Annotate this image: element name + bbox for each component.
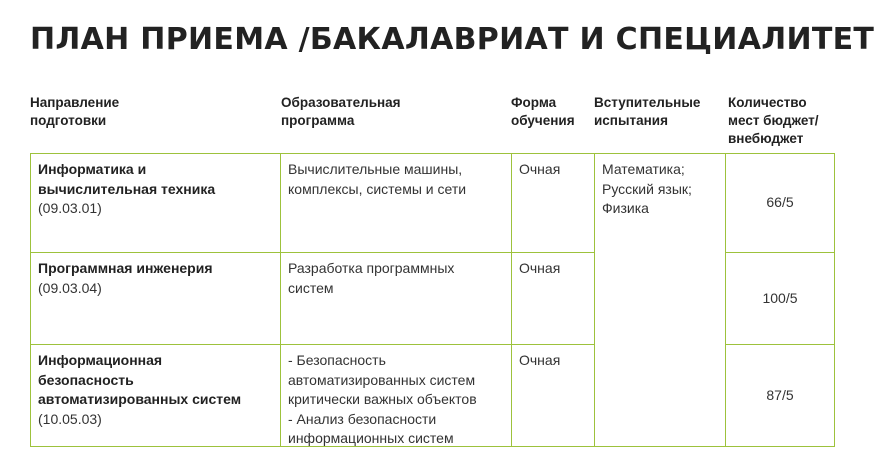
header-direction: Направление подготовки bbox=[30, 95, 120, 128]
table-cell-form: Очная bbox=[511, 252, 595, 345]
page-title: ПЛАН ПРИЕМА /БАКАЛАВРИАТ И СПЕЦИАЛИТЕТ bbox=[30, 22, 875, 57]
admission-table bbox=[30, 153, 835, 447]
table-cell-direction bbox=[30, 344, 281, 447]
direction-name: Программная инженерия bbox=[38, 260, 213, 276]
header-form: Форма обучения bbox=[511, 95, 575, 128]
table-cell-program: Вычислительные машины, комплексы, системы и сети bbox=[280, 153, 512, 253]
direction-name: Информатика и вычислительная техника bbox=[38, 161, 216, 197]
direction-code: (10.05.03) bbox=[38, 410, 102, 427]
table-cell-direction bbox=[30, 153, 281, 253]
table-cell-form: Очная bbox=[511, 344, 595, 447]
header-quantity: Количество мест бюджет/ внебюджет bbox=[728, 95, 819, 146]
table-cell-direction bbox=[30, 252, 281, 345]
direction-name: Информационная безопасность автоматизированных систем bbox=[38, 352, 242, 407]
table-cell-form: Очная bbox=[511, 153, 595, 253]
table-cell-quantity: 100/5 bbox=[725, 252, 835, 345]
table-cell-quantity: 66/5 bbox=[725, 153, 835, 253]
table-cell-exams: Математика; Русский язык; Физика bbox=[594, 153, 726, 447]
direction-code: (09.03.01) bbox=[38, 200, 102, 216]
table-cell-program: - Безопасность автоматизированных систем критически важных объектов - Анализ безопасности информационных систем bbox=[280, 344, 512, 447]
direction-code: (09.03.04) bbox=[38, 279, 102, 296]
header-exams: Вступительные испытания bbox=[594, 95, 701, 128]
header-program: Образовательная программа bbox=[281, 95, 401, 128]
table-cell-quantity: 87/5 bbox=[725, 344, 835, 447]
table-cell-program: Разработка программных систем bbox=[280, 252, 512, 345]
